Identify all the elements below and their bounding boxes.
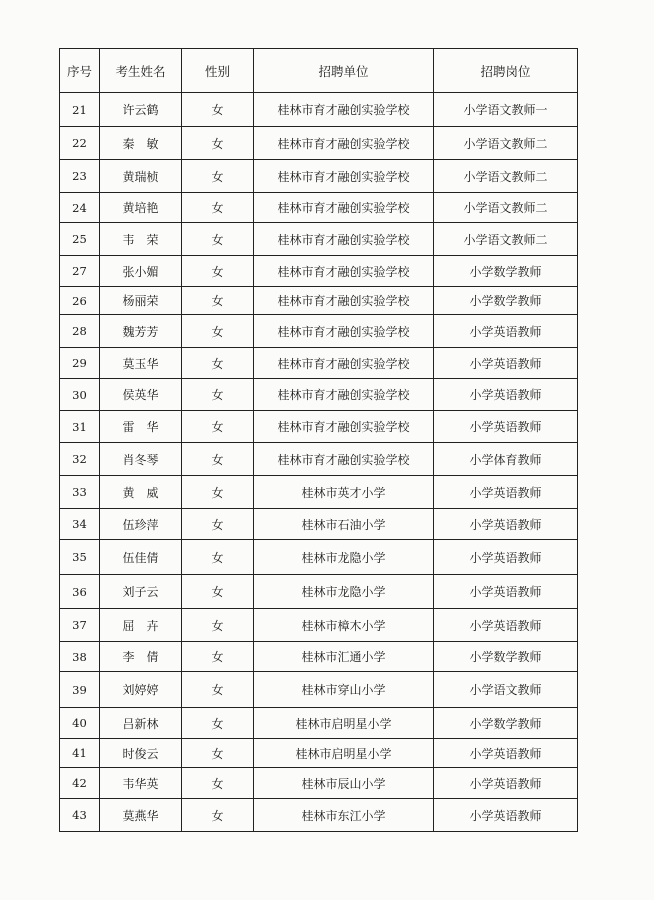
table-row [60, 93, 578, 127]
cell-candidate-name: 许云鹤 [100, 93, 182, 127]
cell-employer: 桂林市育才融创实验学校 [254, 127, 434, 160]
cell-employer: 桂林市育才融创实验学校 [254, 411, 434, 443]
cell-gender: 女 [182, 768, 254, 799]
cell-employer: 桂林市龙隐小学 [254, 540, 434, 575]
cell-position: 小学英语教师 [434, 768, 578, 799]
cell-gender: 女 [182, 642, 254, 672]
header-position: 招聘岗位 [434, 49, 578, 93]
table-header-row [60, 49, 578, 93]
table-row [60, 287, 578, 315]
cell-gender: 女 [182, 672, 254, 708]
cell-employer: 桂林市育才融创实验学校 [254, 193, 434, 223]
cell-gender: 女 [182, 193, 254, 223]
header-index: 序号 [60, 49, 100, 93]
cell-position: 小学数学教师 [434, 287, 578, 315]
table-row [60, 476, 578, 509]
cell-employer: 桂林市启明星小学 [254, 708, 434, 739]
cell-index: 35 [60, 540, 100, 575]
table-row [60, 160, 578, 193]
cell-index: 22 [60, 127, 100, 160]
cell-index: 25 [60, 223, 100, 256]
cell-gender: 女 [182, 575, 254, 609]
cell-candidate-name: 刘婷婷 [100, 672, 182, 708]
cell-index: 42 [60, 768, 100, 799]
table-row [60, 315, 578, 348]
table-row [60, 379, 578, 411]
table-body [60, 93, 578, 832]
table-row [60, 193, 578, 223]
cell-candidate-name: 伍珍萍 [100, 509, 182, 540]
cell-employer: 桂林市育才融创实验学校 [254, 287, 434, 315]
cell-position: 小学语文教师一 [434, 93, 578, 127]
cell-candidate-name: 韦 荣 [100, 223, 182, 256]
cell-position: 小学英语教师 [434, 739, 578, 768]
cell-candidate-name: 吕新林 [100, 708, 182, 739]
cell-gender: 女 [182, 443, 254, 476]
cell-employer: 桂林市汇通小学 [254, 642, 434, 672]
cell-position: 小学语文教师 [434, 672, 578, 708]
cell-index: 39 [60, 672, 100, 708]
cell-position: 小学英语教师 [434, 411, 578, 443]
cell-employer: 桂林市辰山小学 [254, 768, 434, 799]
cell-employer: 桂林市育才融创实验学校 [254, 348, 434, 379]
cell-candidate-name: 张小媚 [100, 256, 182, 287]
cell-candidate-name: 黄瑞桢 [100, 160, 182, 193]
cell-candidate-name: 刘子云 [100, 575, 182, 609]
cell-candidate-name: 肖冬琴 [100, 443, 182, 476]
cell-position: 小学英语教师 [434, 315, 578, 348]
cell-index: 40 [60, 708, 100, 739]
table-row [60, 540, 578, 575]
cell-employer: 桂林市育才融创实验学校 [254, 160, 434, 193]
cell-employer: 桂林市育才融创实验学校 [254, 379, 434, 411]
cell-position: 小学语文教师二 [434, 127, 578, 160]
table-row [60, 127, 578, 160]
table-row [60, 509, 578, 540]
cell-candidate-name: 黄培艳 [100, 193, 182, 223]
table-row [60, 348, 578, 379]
cell-index: 26 [60, 287, 100, 315]
table-row [60, 223, 578, 256]
cell-candidate-name: 李 倩 [100, 642, 182, 672]
cell-employer: 桂林市东江小学 [254, 799, 434, 832]
cell-candidate-name: 伍佳倩 [100, 540, 182, 575]
cell-position: 小学英语教师 [434, 509, 578, 540]
cell-index: 29 [60, 348, 100, 379]
cell-position: 小学英语教师 [434, 379, 578, 411]
cell-index: 43 [60, 799, 100, 832]
table-row [60, 739, 578, 768]
header-gender: 性别 [182, 49, 254, 93]
cell-index: 36 [60, 575, 100, 609]
cell-position: 小学英语教师 [434, 575, 578, 609]
cell-position: 小学语文教师二 [434, 160, 578, 193]
cell-candidate-name: 秦 敏 [100, 127, 182, 160]
cell-position: 小学体育教师 [434, 443, 578, 476]
cell-gender: 女 [182, 93, 254, 127]
cell-index: 34 [60, 509, 100, 540]
cell-index: 41 [60, 739, 100, 768]
header-candidate-name: 考生姓名 [100, 49, 182, 93]
cell-index: 24 [60, 193, 100, 223]
table-row [60, 642, 578, 672]
cell-position: 小学英语教师 [434, 348, 578, 379]
cell-position: 小学语文教师二 [434, 223, 578, 256]
cell-position: 小学数学教师 [434, 708, 578, 739]
cell-gender: 女 [182, 799, 254, 832]
cell-gender: 女 [182, 509, 254, 540]
cell-gender: 女 [182, 160, 254, 193]
cell-index: 37 [60, 609, 100, 642]
cell-gender: 女 [182, 315, 254, 348]
cell-index: 21 [60, 93, 100, 127]
cell-index: 27 [60, 256, 100, 287]
cell-gender: 女 [182, 348, 254, 379]
cell-candidate-name: 莫燕华 [100, 799, 182, 832]
cell-gender: 女 [182, 379, 254, 411]
cell-position: 小学数学教师 [434, 256, 578, 287]
cell-candidate-name: 雷 华 [100, 411, 182, 443]
cell-position: 小学数学教师 [434, 642, 578, 672]
cell-employer: 桂林市育才融创实验学校 [254, 256, 434, 287]
cell-employer: 桂林市石油小学 [254, 509, 434, 540]
cell-employer: 桂林市龙隐小学 [254, 575, 434, 609]
table-row [60, 799, 578, 832]
cell-gender: 女 [182, 540, 254, 575]
table-row [60, 443, 578, 476]
cell-candidate-name: 韦华英 [100, 768, 182, 799]
cell-employer: 桂林市育才融创实验学校 [254, 443, 434, 476]
cell-index: 38 [60, 642, 100, 672]
table-row [60, 672, 578, 708]
cell-candidate-name: 杨丽荣 [100, 287, 182, 315]
cell-gender: 女 [182, 411, 254, 443]
cell-gender: 女 [182, 739, 254, 768]
cell-employer: 桂林市育才融创实验学校 [254, 223, 434, 256]
cell-index: 28 [60, 315, 100, 348]
cell-gender: 女 [182, 127, 254, 160]
cell-employer: 桂林市樟木小学 [254, 609, 434, 642]
table-row [60, 411, 578, 443]
cell-employer: 桂林市育才融创实验学校 [254, 93, 434, 127]
cell-index: 32 [60, 443, 100, 476]
cell-candidate-name: 黄 威 [100, 476, 182, 509]
table-row [60, 609, 578, 642]
cell-employer: 桂林市育才融创实验学校 [254, 315, 434, 348]
cell-index: 23 [60, 160, 100, 193]
cell-candidate-name: 时俊云 [100, 739, 182, 768]
cell-position: 小学英语教师 [434, 476, 578, 509]
cell-candidate-name: 屈 卉 [100, 609, 182, 642]
cell-employer: 桂林市英才小学 [254, 476, 434, 509]
cell-gender: 女 [182, 287, 254, 315]
cell-gender: 女 [182, 708, 254, 739]
cell-gender: 女 [182, 223, 254, 256]
cell-employer: 桂林市穿山小学 [254, 672, 434, 708]
table-row [60, 256, 578, 287]
cell-gender: 女 [182, 256, 254, 287]
cell-candidate-name: 魏芳芳 [100, 315, 182, 348]
table-row [60, 575, 578, 609]
cell-employer: 桂林市启明星小学 [254, 739, 434, 768]
cell-index: 30 [60, 379, 100, 411]
cell-index: 33 [60, 476, 100, 509]
cell-gender: 女 [182, 476, 254, 509]
header-employer: 招聘单位 [254, 49, 434, 93]
table-row [60, 768, 578, 799]
candidate-table [59, 48, 578, 832]
cell-position: 小学英语教师 [434, 540, 578, 575]
cell-gender: 女 [182, 609, 254, 642]
cell-index: 31 [60, 411, 100, 443]
cell-position: 小学英语教师 [434, 799, 578, 832]
cell-position: 小学英语教师 [434, 609, 578, 642]
table-row [60, 708, 578, 739]
cell-candidate-name: 侯英华 [100, 379, 182, 411]
cell-candidate-name: 莫玉华 [100, 348, 182, 379]
cell-position: 小学语文教师二 [434, 193, 578, 223]
